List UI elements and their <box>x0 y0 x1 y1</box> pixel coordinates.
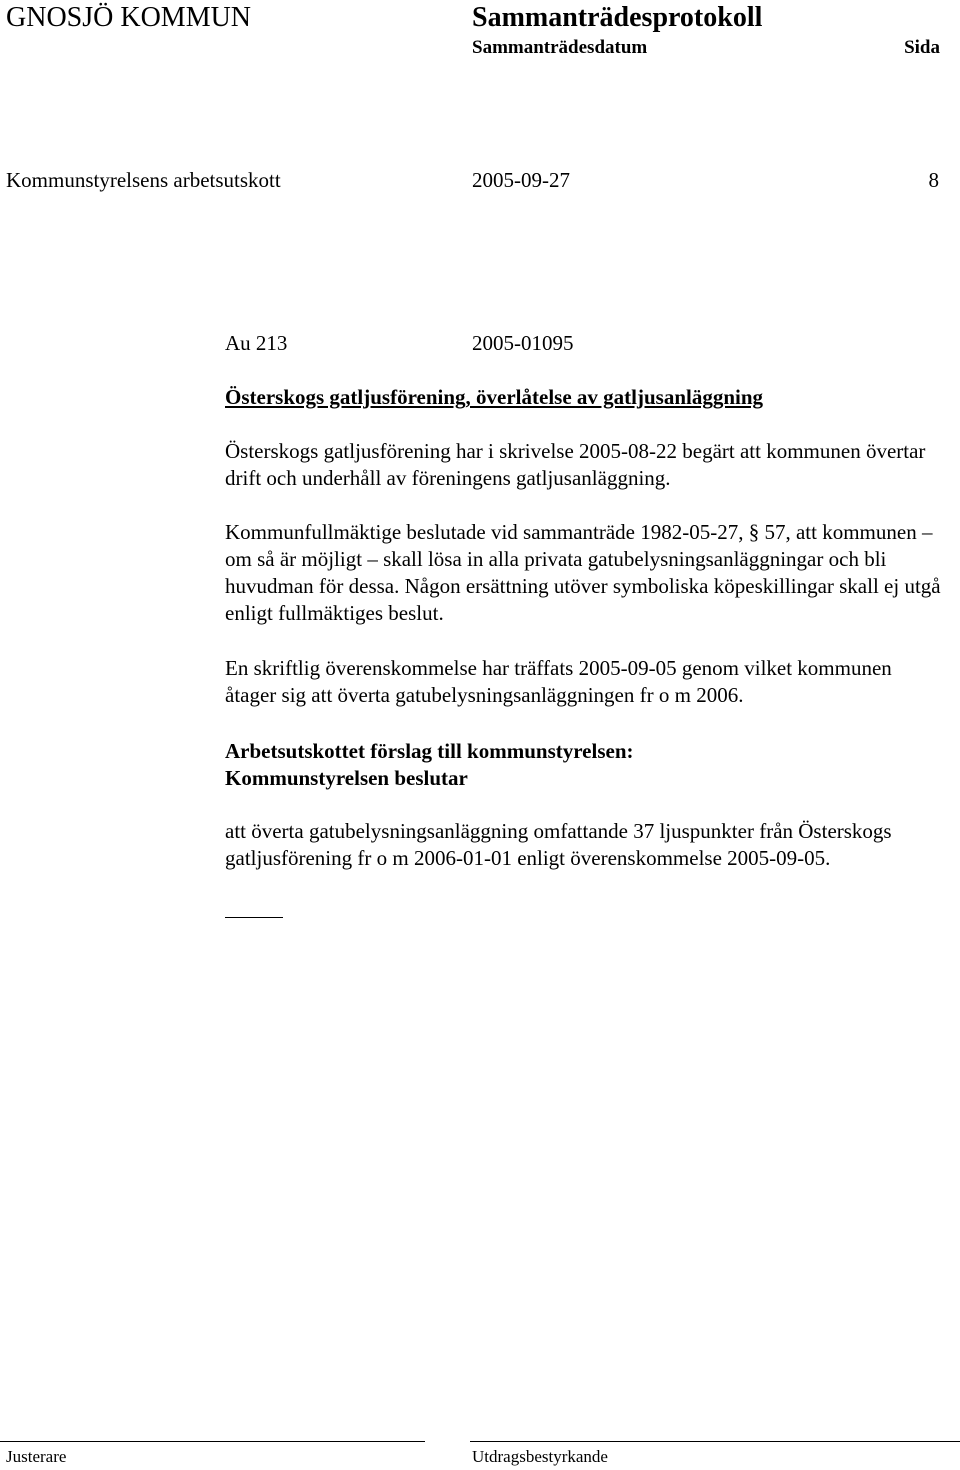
item-number: Au 213 <box>225 331 288 355</box>
footer-line-right <box>470 1441 960 1442</box>
decision-text: att överta gatubelysningsanläggning omfattande 37 ljuspunkter från Österskogs gatljusförening fr o m 2006-01-01 enligt överenskommelse 2005-09-05. <box>225 819 892 870</box>
paragraph-agreement: En skriftlig överenskommelse har träffats 2005-09-05 genom vilket kommunen åtager sig att överta gatubelysningsanläggningen fr o m 2006. <box>225 656 892 707</box>
page-number: 8 <box>928 168 939 192</box>
signature-divider <box>225 917 283 918</box>
document-type: Sammanträdesprotokoll <box>472 2 763 33</box>
page-label: Sida <box>904 37 940 58</box>
organization-name: GNOSJÖ KOMMUN <box>6 2 252 33</box>
proposal-subheading: Kommunstyrelsen beslutar <box>225 766 468 790</box>
paragraph-council-decision: Kommunfullmäktige beslutade vid sammanträde 1982-05-27, § 57, att kommunen – om så är möjligt – skall lösa in alla privata gatubelysningsanläggningar och bli huvudman för dessa. Någon ersättning utöver symboliska köpeskillingar skall ej utgå enligt fullmäktiges beslut. <box>225 520 941 625</box>
date-label: Sammanträdesdatum <box>472 37 648 58</box>
proposal-heading: Arbetsutskottet förslag till kommunstyrelsen: <box>225 739 634 763</box>
meeting-date: 2005-09-27 <box>472 168 570 192</box>
footer-utdragsbestyrkande: Utdragsbestyrkande <box>472 1447 608 1466</box>
footer-justerare: Justerare <box>6 1447 67 1466</box>
meeting-body: Kommunstyrelsens arbetsutskott <box>6 168 281 192</box>
item-title: Österskogs gatljusförening, överlåtelse av gatljusanläggning <box>225 385 764 409</box>
case-number: 2005-01095 <box>472 331 574 355</box>
paragraph-request: Österskogs gatljusförening har i skrivelse 2005-08-22 begärt att kommunen övertar drift och underhåll av föreningens gatljusanläggning. <box>225 439 926 490</box>
footer-line-left <box>0 1441 425 1442</box>
